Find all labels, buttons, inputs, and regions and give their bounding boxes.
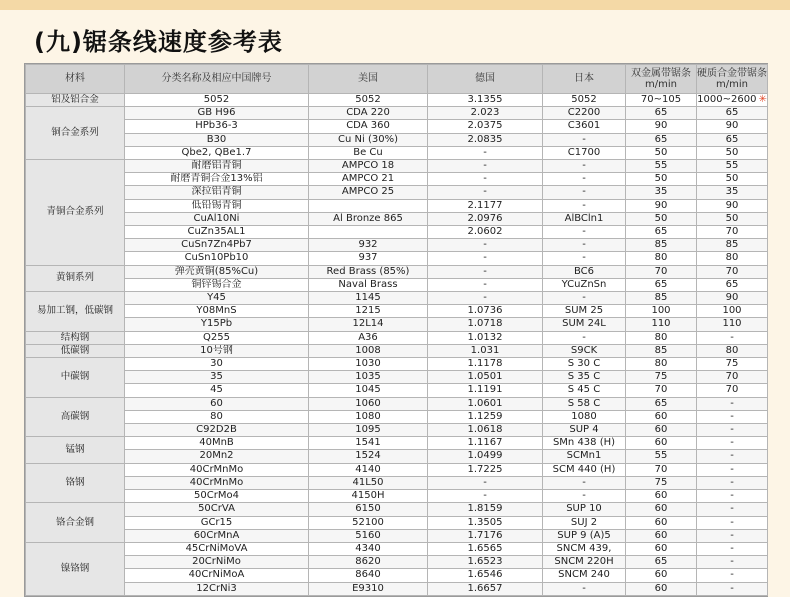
- cell-germany: 2.0976: [428, 212, 543, 225]
- cell-usa: 8620: [309, 556, 428, 569]
- table-row: [26, 503, 768, 516]
- table-body: [26, 94, 768, 596]
- table-row: [26, 94, 768, 107]
- cell-japan: C3601: [543, 120, 626, 133]
- cell-germany: 1.0718: [428, 318, 543, 331]
- header-carbide-speed: 硬质合金带锯条 m/min: [697, 65, 768, 94]
- cell-japan: SCMn1: [543, 450, 626, 463]
- header-cn-grade: 分类名称及相应中国牌号: [125, 65, 309, 94]
- table-row: [26, 476, 768, 489]
- cell-japan: C1700: [543, 146, 626, 159]
- cell-bimetal-speed: 80: [626, 252, 697, 265]
- cell-cn-grade: CuSn7Zn4Pb7: [125, 239, 309, 252]
- cell-cn-grade: 50CrMo4: [125, 490, 309, 503]
- table-row: [26, 529, 768, 542]
- header-bimetal-speed: 双金属带锯条 m/min: [626, 65, 697, 94]
- table-row: [26, 252, 768, 265]
- category-cell: 锰钢: [26, 437, 125, 463]
- table-row: [26, 226, 768, 239]
- cell-japan: -: [543, 292, 626, 305]
- cell-cn-grade: CuZn35AL1: [125, 226, 309, 239]
- cell-bimetal-speed: 60: [626, 516, 697, 529]
- table-row: [26, 490, 768, 503]
- cell-germany: 1.7176: [428, 529, 543, 542]
- cell-bimetal-speed: 60: [626, 503, 697, 516]
- cell-carbide-speed: 70: [697, 265, 768, 278]
- category-cell: 镍铬钢: [26, 542, 125, 595]
- cell-bimetal-speed: 75: [626, 476, 697, 489]
- cell-usa: 4140: [309, 463, 428, 476]
- cell-cn-grade: 80: [125, 410, 309, 423]
- cell-japan: -: [543, 133, 626, 146]
- cell-germany: -: [428, 278, 543, 291]
- cell-germany: 2.1177: [428, 199, 543, 212]
- table-row: [26, 463, 768, 476]
- cell-cn-grade: Qbe2, QBe1.7: [125, 146, 309, 159]
- cell-japan: -: [543, 331, 626, 344]
- cell-japan: YCuZnSn: [543, 278, 626, 291]
- header-material: 材料: [26, 65, 125, 94]
- cell-bimetal-speed: 70: [626, 463, 697, 476]
- cell-cn-grade: B30: [125, 133, 309, 146]
- cell-bimetal-speed: 65: [626, 556, 697, 569]
- cell-cn-grade: 35: [125, 371, 309, 384]
- cell-bimetal-speed: 75: [626, 371, 697, 384]
- cell-cn-grade: 40CrMnMo: [125, 476, 309, 489]
- cell-germany: -: [428, 173, 543, 186]
- cell-germany: -: [428, 265, 543, 278]
- cell-bimetal-speed: 100: [626, 305, 697, 318]
- cell-usa: 5160: [309, 529, 428, 542]
- cell-usa: Red Brass (85%): [309, 265, 428, 278]
- cell-japan: BC6: [543, 265, 626, 278]
- note-asterisk-icon: ✳: [758, 94, 767, 105]
- table-row: [26, 371, 768, 384]
- cell-germany: 2.023: [428, 107, 543, 120]
- category-cell: 中碳钢: [26, 358, 125, 398]
- cell-carbide-speed: 35: [697, 186, 768, 199]
- top-strip: [0, 0, 790, 10]
- table-row: [26, 516, 768, 529]
- table-header-row: [26, 65, 768, 94]
- cell-japan: SUM 24L: [543, 318, 626, 331]
- cell-japan: SNCM 220H: [543, 556, 626, 569]
- cell-usa: 1524: [309, 450, 428, 463]
- cell-germany: 1.6657: [428, 582, 543, 595]
- cell-japan: -: [543, 582, 626, 595]
- cell-cn-grade: Y45: [125, 292, 309, 305]
- header-germany: 德国: [428, 65, 543, 94]
- cell-cn-grade: 铜锌锡合金: [125, 278, 309, 291]
- cell-usa: 1060: [309, 397, 428, 410]
- cell-japan: -: [543, 239, 626, 252]
- cell-bimetal-speed: 65: [626, 133, 697, 146]
- cell-bimetal-speed: 65: [626, 397, 697, 410]
- cell-carbide-speed: -: [697, 556, 768, 569]
- cell-usa: 12L14: [309, 318, 428, 331]
- table-row: [26, 318, 768, 331]
- cell-usa: 1080: [309, 410, 428, 423]
- category-cell: 铬合金钢: [26, 503, 125, 543]
- cell-cn-grade: 60CrMnA: [125, 529, 309, 542]
- category-cell: 易加工钢，低碳钢: [26, 292, 125, 332]
- cell-japan: SUP 4: [543, 424, 626, 437]
- cell-cn-grade: Q255: [125, 331, 309, 344]
- cell-germany: 1.8159: [428, 503, 543, 516]
- cell-carbide-speed: 50: [697, 212, 768, 225]
- cell-usa: Al Bronze 865: [309, 212, 428, 225]
- cell-usa: Naval Brass: [309, 278, 428, 291]
- cell-germany: -: [428, 160, 543, 173]
- cell-japan: -: [543, 199, 626, 212]
- cell-carbide-speed: 50: [697, 146, 768, 159]
- cell-japan: -: [543, 476, 626, 489]
- cell-bimetal-speed: 55: [626, 450, 697, 463]
- cell-bimetal-speed: 90: [626, 199, 697, 212]
- cell-usa: 1541: [309, 437, 428, 450]
- table-row: [26, 278, 768, 291]
- cell-usa: 1030: [309, 358, 428, 371]
- table-row: [26, 305, 768, 318]
- cell-germany: -: [428, 186, 543, 199]
- cell-cn-grade: GCr15: [125, 516, 309, 529]
- cell-carbide-speed: -: [697, 582, 768, 595]
- cell-usa: AMPCO 21: [309, 173, 428, 186]
- cell-bimetal-speed: 60: [626, 529, 697, 542]
- cell-cn-grade: C92D2B: [125, 424, 309, 437]
- table-row: [26, 186, 768, 199]
- page-title: (九)锯条线速度参考表: [34, 28, 283, 56]
- cell-usa: 41L50: [309, 476, 428, 489]
- cell-germany: 1.0132: [428, 331, 543, 344]
- cell-cn-grade: CuSn10Pb10: [125, 252, 309, 265]
- table-row: [26, 265, 768, 278]
- cell-bimetal-speed: 35: [626, 186, 697, 199]
- cell-japan: 5052: [543, 94, 626, 107]
- cell-carbide-speed: 110: [697, 318, 768, 331]
- cell-carbide-speed: 75: [697, 358, 768, 371]
- cell-germany: 1.0618: [428, 424, 543, 437]
- cell-cn-grade: 低铅锡青铜: [125, 199, 309, 212]
- cell-cn-grade: Y08MnS: [125, 305, 309, 318]
- cell-bimetal-speed: 80: [626, 358, 697, 371]
- cell-germany: -: [428, 239, 543, 252]
- cell-japan: AlBCln1: [543, 212, 626, 225]
- cell-carbide-speed: 70: [697, 384, 768, 397]
- cell-japan: -: [543, 252, 626, 265]
- cell-usa: 1045: [309, 384, 428, 397]
- cell-japan: SCM 440 (H): [543, 463, 626, 476]
- cell-bimetal-speed: 70~105: [626, 94, 697, 107]
- cell-usa: 4150H: [309, 490, 428, 503]
- cell-cn-grade: Y15Pb: [125, 318, 309, 331]
- cell-cn-grade: 50CrVA: [125, 503, 309, 516]
- cell-bimetal-speed: 60: [626, 410, 697, 423]
- cell-usa: 6150: [309, 503, 428, 516]
- cell-cn-grade: 弹壳黄铜(85%Cu): [125, 265, 309, 278]
- cell-bimetal-speed: 65: [626, 278, 697, 291]
- cell-carbide-speed: 65: [697, 107, 768, 120]
- cell-germany: -: [428, 292, 543, 305]
- cell-germany: 1.6546: [428, 569, 543, 582]
- cell-carbide-speed: 70: [697, 226, 768, 239]
- cell-carbide-speed: -: [697, 490, 768, 503]
- cell-carbide-speed: 50: [697, 173, 768, 186]
- cell-usa: 937: [309, 252, 428, 265]
- table-row: [26, 424, 768, 437]
- cell-cn-grade: 10号钢: [125, 344, 309, 357]
- cell-cn-grade: 深拉铝青铜: [125, 186, 309, 199]
- cell-carbide-speed: -: [697, 516, 768, 529]
- table-row: [26, 120, 768, 133]
- cell-bimetal-speed: 50: [626, 173, 697, 186]
- cell-carbide-speed: 90: [697, 292, 768, 305]
- category-cell: 铬钢: [26, 463, 125, 503]
- table-row: [26, 199, 768, 212]
- table-row: [26, 358, 768, 371]
- cell-carbide-speed: 55: [697, 160, 768, 173]
- table-row: [26, 212, 768, 225]
- cell-cn-grade: 耐磨铝青铜: [125, 160, 309, 173]
- cell-usa: [309, 226, 428, 239]
- table-row: [26, 410, 768, 423]
- cell-germany: 1.6523: [428, 556, 543, 569]
- cell-germany: 1.031: [428, 344, 543, 357]
- cell-bimetal-speed: 70: [626, 384, 697, 397]
- header-usa: 美国: [309, 65, 428, 94]
- table-row: [26, 160, 768, 173]
- cell-cn-grade: 20CrNiMo: [125, 556, 309, 569]
- cell-cn-grade: 40CrMnMo: [125, 463, 309, 476]
- cell-usa: 1145: [309, 292, 428, 305]
- cell-carbide-speed: -: [697, 529, 768, 542]
- cell-carbide-speed: -: [697, 331, 768, 344]
- cell-carbide-speed: -: [697, 450, 768, 463]
- cell-germany: 2.0375: [428, 120, 543, 133]
- cell-usa: 52100: [309, 516, 428, 529]
- cell-japan: SMn 438 (H): [543, 437, 626, 450]
- cell-germany: -: [428, 146, 543, 159]
- table-row: [26, 582, 768, 595]
- cell-usa: CDA 220: [309, 107, 428, 120]
- table-row: [26, 556, 768, 569]
- cell-japan: -: [543, 490, 626, 503]
- cell-japan: SNCM 439,: [543, 542, 626, 555]
- cell-usa: A36: [309, 331, 428, 344]
- cell-cn-grade: CuAl10Ni: [125, 212, 309, 225]
- cell-bimetal-speed: 85: [626, 292, 697, 305]
- cell-carbide-speed: 80: [697, 252, 768, 265]
- cell-carbide-speed: 100: [697, 305, 768, 318]
- cell-carbide-speed: -: [697, 569, 768, 582]
- cell-germany: 1.3505: [428, 516, 543, 529]
- cell-germany: 1.6565: [428, 542, 543, 555]
- cell-usa: Cu Ni (30%): [309, 133, 428, 146]
- cell-bimetal-speed: 55: [626, 160, 697, 173]
- category-cell: 青铜合金系列: [26, 160, 125, 266]
- cell-bimetal-speed: 90: [626, 120, 697, 133]
- cell-bimetal-speed: 60: [626, 542, 697, 555]
- cell-carbide-speed: -: [697, 410, 768, 423]
- category-cell: 高碳钢: [26, 397, 125, 437]
- cell-bimetal-speed: 80: [626, 331, 697, 344]
- cell-bimetal-speed: 85: [626, 344, 697, 357]
- cell-japan: SNCM 240: [543, 569, 626, 582]
- table-row: [26, 569, 768, 582]
- cell-japan: -: [543, 160, 626, 173]
- cell-germany: -: [428, 476, 543, 489]
- cell-germany: 1.0736: [428, 305, 543, 318]
- cell-usa: 1215: [309, 305, 428, 318]
- table-row: [26, 542, 768, 555]
- speed-reference-table: [25, 64, 768, 596]
- cell-cn-grade: 20Mn2: [125, 450, 309, 463]
- cell-japan: -: [543, 173, 626, 186]
- table-row: [26, 107, 768, 120]
- cell-germany: 1.1178: [428, 358, 543, 371]
- cell-usa: 1035: [309, 371, 428, 384]
- table-row: [26, 331, 768, 344]
- cell-bimetal-speed: 50: [626, 212, 697, 225]
- cell-carbide-speed: -: [697, 542, 768, 555]
- cell-usa: CDA 360: [309, 120, 428, 133]
- table-row: [26, 292, 768, 305]
- cell-japan: S 35 C: [543, 371, 626, 384]
- cell-carbide-speed: -: [697, 424, 768, 437]
- cell-germany: 2.0835: [428, 133, 543, 146]
- cell-carbide-speed: 80: [697, 344, 768, 357]
- cell-japan: C2200: [543, 107, 626, 120]
- cell-carbide-speed: -: [697, 397, 768, 410]
- cell-usa: 5052: [309, 94, 428, 107]
- cell-japan: 1080: [543, 410, 626, 423]
- cell-bimetal-speed: 65: [626, 226, 697, 239]
- table-row: [26, 384, 768, 397]
- header-japan: 日本: [543, 65, 626, 94]
- cell-usa: AMPCO 25: [309, 186, 428, 199]
- cell-cn-grade: 45: [125, 384, 309, 397]
- cell-carbide-speed: -: [697, 463, 768, 476]
- cell-germany: 1.7225: [428, 463, 543, 476]
- cell-bimetal-speed: 85: [626, 239, 697, 252]
- cell-germany: 1.1167: [428, 437, 543, 450]
- cell-bimetal-speed: 60: [626, 490, 697, 503]
- table-row: [26, 133, 768, 146]
- cell-usa: 1008: [309, 344, 428, 357]
- table-row: [26, 397, 768, 410]
- cell-germany: 3.1355: [428, 94, 543, 107]
- cell-germany: 1.1259: [428, 410, 543, 423]
- cell-bimetal-speed: 60: [626, 437, 697, 450]
- cell-usa: AMPCO 18: [309, 160, 428, 173]
- cell-usa: 1095: [309, 424, 428, 437]
- cell-japan: SUJ 2: [543, 516, 626, 529]
- cell-cn-grade: 30: [125, 358, 309, 371]
- cell-germany: -: [428, 490, 543, 503]
- category-cell: 低碳钢: [26, 344, 125, 357]
- cell-japan: S 45 C: [543, 384, 626, 397]
- cell-cn-grade: 耐磨青铜合金13%铝: [125, 173, 309, 186]
- cell-japan: S 30 C: [543, 358, 626, 371]
- cell-bimetal-speed: 65: [626, 107, 697, 120]
- cell-usa: E9310: [309, 582, 428, 595]
- cell-cn-grade: 60: [125, 397, 309, 410]
- cell-bimetal-speed: 110: [626, 318, 697, 331]
- category-cell: 铜合金系列: [26, 107, 125, 160]
- speed-table-container: [24, 63, 768, 597]
- cell-germany: 1.0499: [428, 450, 543, 463]
- cell-cn-grade: GB H96: [125, 107, 309, 120]
- category-cell: 结构钢: [26, 331, 125, 344]
- cell-japan: S 58 C: [543, 397, 626, 410]
- cell-usa: [309, 199, 428, 212]
- category-cell: 黄铜系列: [26, 265, 125, 291]
- cell-cn-grade: 40CrNiMoA: [125, 569, 309, 582]
- cell-carbide-speed: 90: [697, 120, 768, 133]
- cell-carbide-speed: 85: [697, 239, 768, 252]
- cell-carbide-speed: -: [697, 437, 768, 450]
- cell-japan: -: [543, 226, 626, 239]
- cell-germany: -: [428, 252, 543, 265]
- table-row: [26, 239, 768, 252]
- table-row: [26, 437, 768, 450]
- cell-usa: 932: [309, 239, 428, 252]
- cell-germany: 1.0601: [428, 397, 543, 410]
- cell-japan: SUP 9 (A)5: [543, 529, 626, 542]
- table-row: [26, 173, 768, 186]
- cell-cn-grade: HPb36-3: [125, 120, 309, 133]
- table-row: [26, 146, 768, 159]
- cell-germany: 1.0501: [428, 371, 543, 384]
- cell-japan: S9CK: [543, 344, 626, 357]
- cell-bimetal-speed: 50: [626, 146, 697, 159]
- cell-carbide-speed: 65: [697, 133, 768, 146]
- cell-usa: 4340: [309, 542, 428, 555]
- cell-cn-grade: 12CrNi3: [125, 582, 309, 595]
- cell-cn-grade: 45CrNiMoVA: [125, 542, 309, 555]
- cell-bimetal-speed: 60: [626, 582, 697, 595]
- cell-japan: -: [543, 186, 626, 199]
- cell-carbide-speed: 70: [697, 371, 768, 384]
- cell-carbide-speed: -: [697, 476, 768, 489]
- cell-japan: SUP 10: [543, 503, 626, 516]
- table-row: [26, 344, 768, 357]
- cell-bimetal-speed: 70: [626, 265, 697, 278]
- cell-cn-grade: 40MnB: [125, 437, 309, 450]
- cell-carbide-speed: 65: [697, 278, 768, 291]
- cell-japan: SUM 25: [543, 305, 626, 318]
- category-cell: 铝及铝合金: [26, 94, 125, 107]
- cell-carbide-speed: -: [697, 503, 768, 516]
- cell-usa: 8640: [309, 569, 428, 582]
- cell-carbide-speed: 90: [697, 199, 768, 212]
- table-row: [26, 450, 768, 463]
- cell-usa: Be Cu: [309, 146, 428, 159]
- cell-bimetal-speed: 60: [626, 569, 697, 582]
- cell-germany: 1.1191: [428, 384, 543, 397]
- cell-germany: 2.0602: [428, 226, 543, 239]
- cell-cn-grade: 5052: [125, 94, 309, 107]
- cell-bimetal-speed: 60: [626, 424, 697, 437]
- cell-carbide-speed: 1000~2600 ✳: [697, 94, 767, 105]
